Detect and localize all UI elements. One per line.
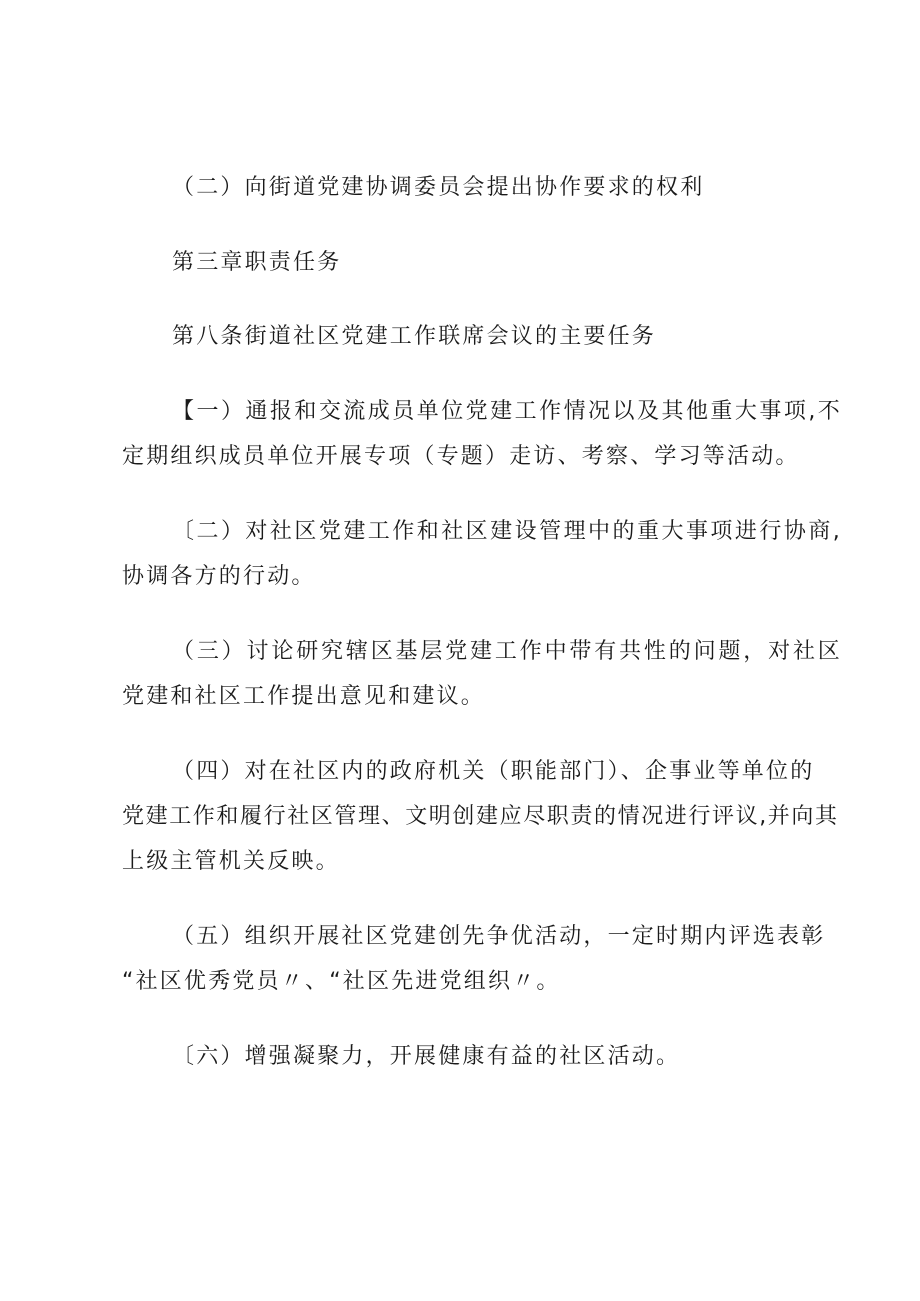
task-4-line-2: 党建工作和履行社区管理、文明创建应尽职责的情况进行评议,并向其: [122, 804, 839, 829]
task-2-line-2: 协调各方的行动。: [122, 564, 316, 589]
chapter-heading: 第三章职责任务: [172, 250, 342, 275]
task-1-line-2: 定期组织成员单位开展专项（专题）走访、考察、学习等活动。: [122, 444, 800, 469]
task-5-line-1: （五）组织开展社区党建创先争优活动，一定时期内评选表彰: [172, 924, 826, 949]
task-3-line-2: 党建和社区工作提出意见和建议。: [122, 684, 486, 709]
task-5-line-2: “社区优秀党员〃、“社区先进党组织〃。: [122, 969, 561, 994]
task-2-line-1: 〔二）对社区党建工作和社区建设管理中的重大事项进行协商,: [172, 519, 842, 544]
task-4-line-3: 上级主管机关反映。: [122, 849, 340, 874]
paragraph-rights-line: （二）向街道党建协调委员会提出协作要求的权利: [172, 175, 705, 200]
task-3-line-1: （三）讨论研究辖区基层党建工作中带有共性的问题，对社区: [172, 639, 842, 664]
task-4-line-1: （四）对在社区内的政府机关（职能部门）、企事业等单位的: [172, 759, 815, 784]
task-1-line-1: 【一）通报和交流成员单位党建工作情况以及其他重大事项,不: [172, 399, 842, 424]
task-6-line-1: 〔六）增强凝聚力，开展健康有益的社区活动。: [172, 1044, 681, 1069]
article-heading: 第八条街道社区党建工作联席会议的主要任务: [172, 324, 657, 349]
